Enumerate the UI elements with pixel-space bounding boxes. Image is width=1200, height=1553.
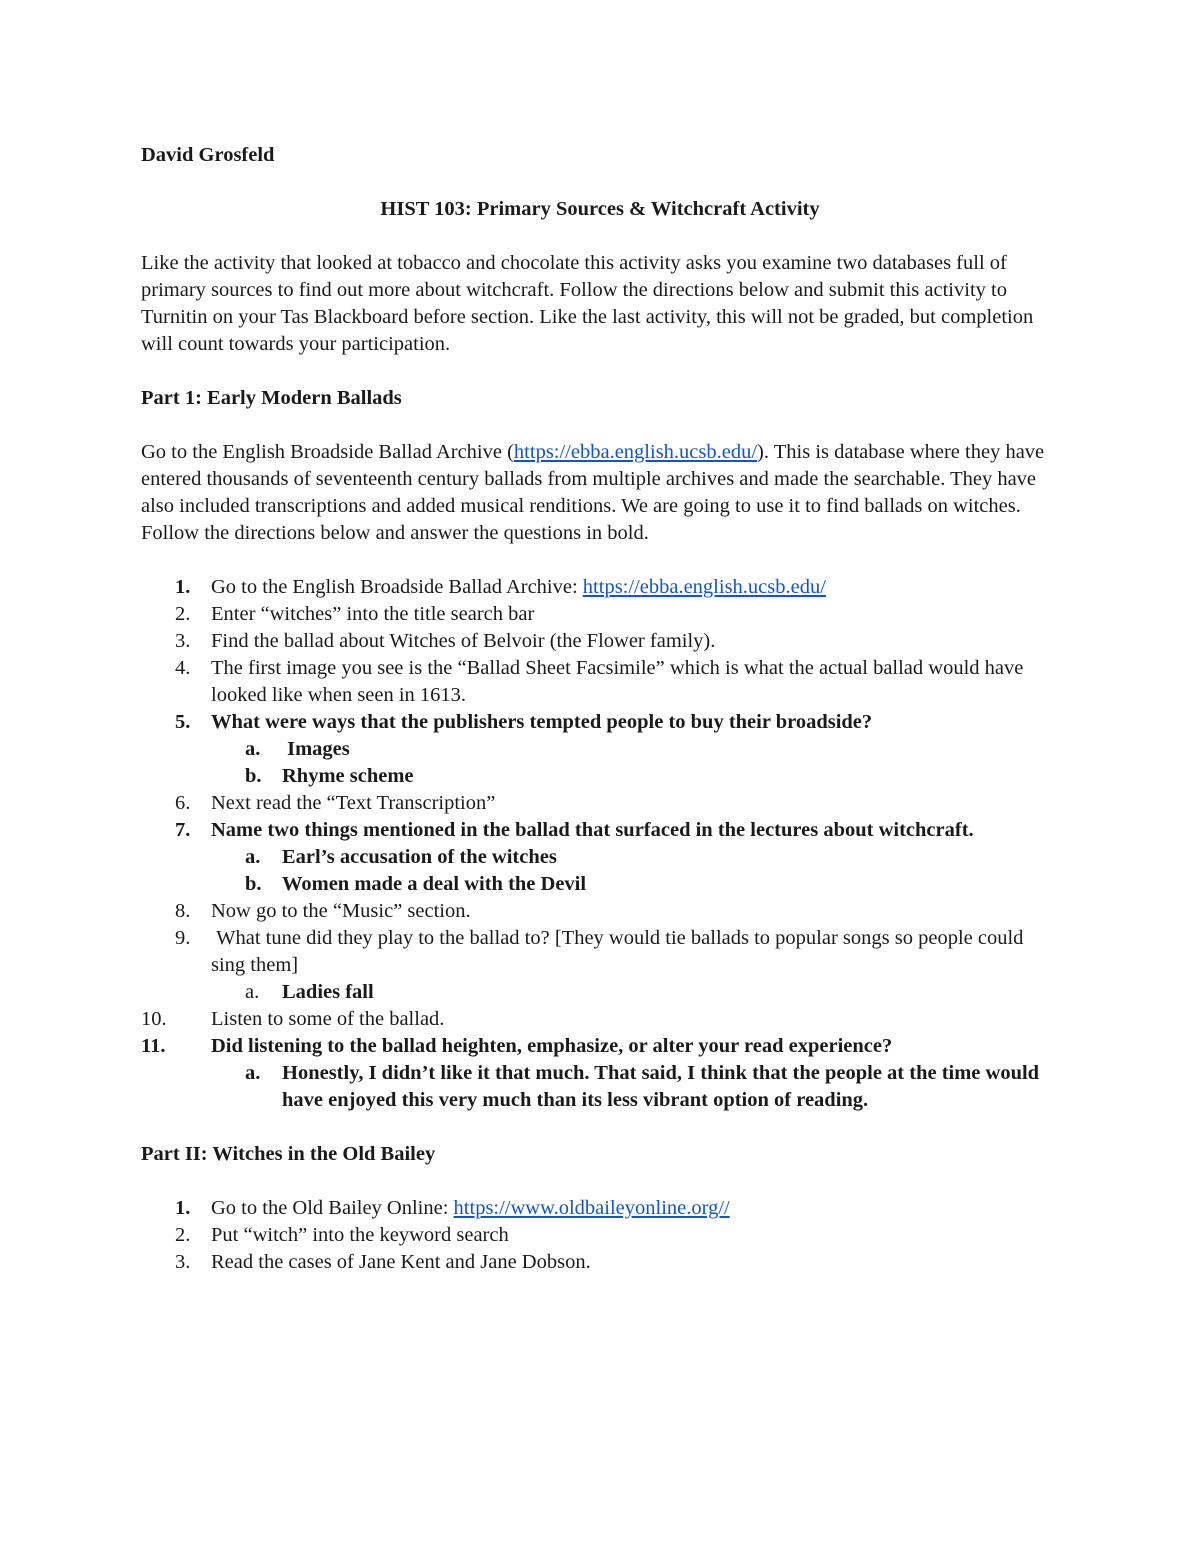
- old-bailey-link[interactable]: https://www.oldbaileyonline.org//: [453, 1197, 730, 1219]
- list-item: [141, 898, 1059, 925]
- step-number: 10.: [141, 1008, 167, 1030]
- answer-letter: b.: [245, 765, 262, 787]
- answer-letter: a.: [245, 981, 260, 1003]
- step-question: Name two things mentioned in the ballad that surfaced in the lectures about witchcraft.: [211, 819, 974, 841]
- step-number: 9.: [175, 927, 191, 949]
- answer-list: [211, 844, 1059, 898]
- list-item: [141, 628, 1059, 655]
- answer-text: Earl’s accusation of the witches: [282, 846, 557, 868]
- step-number: 4.: [175, 657, 191, 679]
- step-number: 11.: [141, 1035, 166, 1057]
- step-text: Find the ballad about Witches of Belvoir (the Flower family).: [211, 630, 716, 652]
- step-number: 2.: [175, 1224, 191, 1246]
- author-name: David Grosfeld: [141, 144, 275, 166]
- step-number: 1.: [175, 576, 191, 598]
- document-page: [141, 142, 1059, 1276]
- list-item: [141, 817, 1059, 898]
- step-number: 7.: [175, 819, 191, 841]
- answer-list: [211, 979, 1059, 1006]
- answer-item: [211, 979, 1059, 1006]
- step-text: The first image you see is the “Ballad Sheet Facsimile” which is what the actual ballad would have looked like when seen in 1613.: [211, 657, 1024, 706]
- list-item: [141, 601, 1059, 628]
- answer-letter: a.: [245, 738, 261, 760]
- part-1-intro-before: Go to the English Broadside Ballad Archive (: [141, 441, 514, 463]
- document-title: HIST 103: Primary Sources & Witchcraft Activity: [380, 198, 820, 220]
- step-number: 8.: [175, 900, 191, 922]
- list-item: [141, 1249, 1059, 1276]
- step-text: Next read the “Text Transcription”: [211, 792, 496, 814]
- list-item: [141, 790, 1059, 817]
- answer-item: [211, 763, 1059, 790]
- list-item: [141, 709, 1059, 790]
- answer-item: [211, 1060, 1059, 1114]
- ebba-link[interactable]: https://ebba.english.ucsb.edu/: [513, 441, 758, 463]
- step-text: Now go to the “Music” section.: [211, 900, 471, 922]
- step-text: What tune did they play to the ballad to? [They would tie ballads to popular songs so people could sing them]: [211, 927, 1029, 976]
- ebba-link-step[interactable]: https://ebba.english.ucsb.edu/: [582, 576, 826, 598]
- answer-item: [211, 736, 1059, 763]
- answer-item: [211, 844, 1059, 871]
- answer-item: [211, 871, 1059, 898]
- answer-text: Ladies fall: [282, 981, 374, 1003]
- list-item: [141, 1033, 1059, 1114]
- step-number: 3.: [175, 630, 191, 652]
- answer-text: Rhyme scheme: [282, 765, 414, 787]
- answer-letter: a.: [245, 846, 261, 868]
- answer-letter: a.: [245, 1062, 261, 1084]
- step-question: What were ways that the publishers tempted people to buy their broadside?: [211, 711, 873, 733]
- list-item: [141, 655, 1059, 709]
- intro-paragraph: Like the activity that looked at tobacco and chocolate this activity asks you examine two databases full of primary sources to find out more about witchcraft. Follow the directions below and submit this activity to Turnitin on your Tas Blackboard before section. Like the last activity, this will not be graded, but completion will count towards your participation.: [141, 252, 1034, 355]
- step-text: Read the cases of Jane Kent and Jane Dobson.: [211, 1251, 591, 1273]
- step-number: 3.: [175, 1251, 191, 1273]
- part-2-heading: Part II: Witches in the Old Bailey: [141, 1143, 436, 1165]
- answer-list: [211, 1060, 1059, 1114]
- list-item: [141, 574, 1059, 601]
- list-item: [141, 1195, 1059, 1222]
- step-text: Put “witch” into the keyword search: [211, 1224, 509, 1246]
- step-number: 1.: [175, 1197, 191, 1219]
- answer-list: [211, 736, 1059, 790]
- step-number: 2.: [175, 603, 191, 625]
- step-number: 6.: [175, 792, 191, 814]
- list-item: [141, 925, 1059, 1006]
- part-1-intro: [141, 439, 1059, 547]
- part-1-heading: Part 1: Early Modern Ballads: [141, 387, 402, 409]
- answer-text: Women made a deal with the Devil: [282, 873, 587, 895]
- step-number: 5.: [175, 711, 191, 733]
- answer-text: Honestly, I didn’t like it that much. That said, I think that the people at the time would have enjoyed this very much than its less vibrant option of reading.: [282, 1062, 1040, 1111]
- answer-letter: b.: [245, 873, 262, 895]
- answer-text: Images: [282, 738, 350, 760]
- list-item: [141, 1006, 1059, 1033]
- step-text: Enter “witches” into the title search bar: [211, 603, 535, 625]
- part-1-intro-after: ). This is database where they have entered thousands of seventeenth century ballads from multiple archives and made the searchable. They have also included transcriptions and added musical renditions. We are going to use it to find ballads on witches. Follow the directions below and answer the questions in bold.: [141, 441, 1045, 544]
- list-item: [141, 1222, 1059, 1249]
- step-text: Listen to some of the ballad.: [211, 1008, 445, 1030]
- step-text: Go to the English Broadside Ballad Archive:: [211, 576, 583, 598]
- part-2-steps: [141, 1195, 1059, 1276]
- step-text: Go to the Old Bailey Online:: [211, 1197, 454, 1219]
- part-1-steps: [141, 574, 1059, 1114]
- step-question: Did listening to the ballad heighten, emphasize, or alter your read experience?: [211, 1035, 893, 1057]
